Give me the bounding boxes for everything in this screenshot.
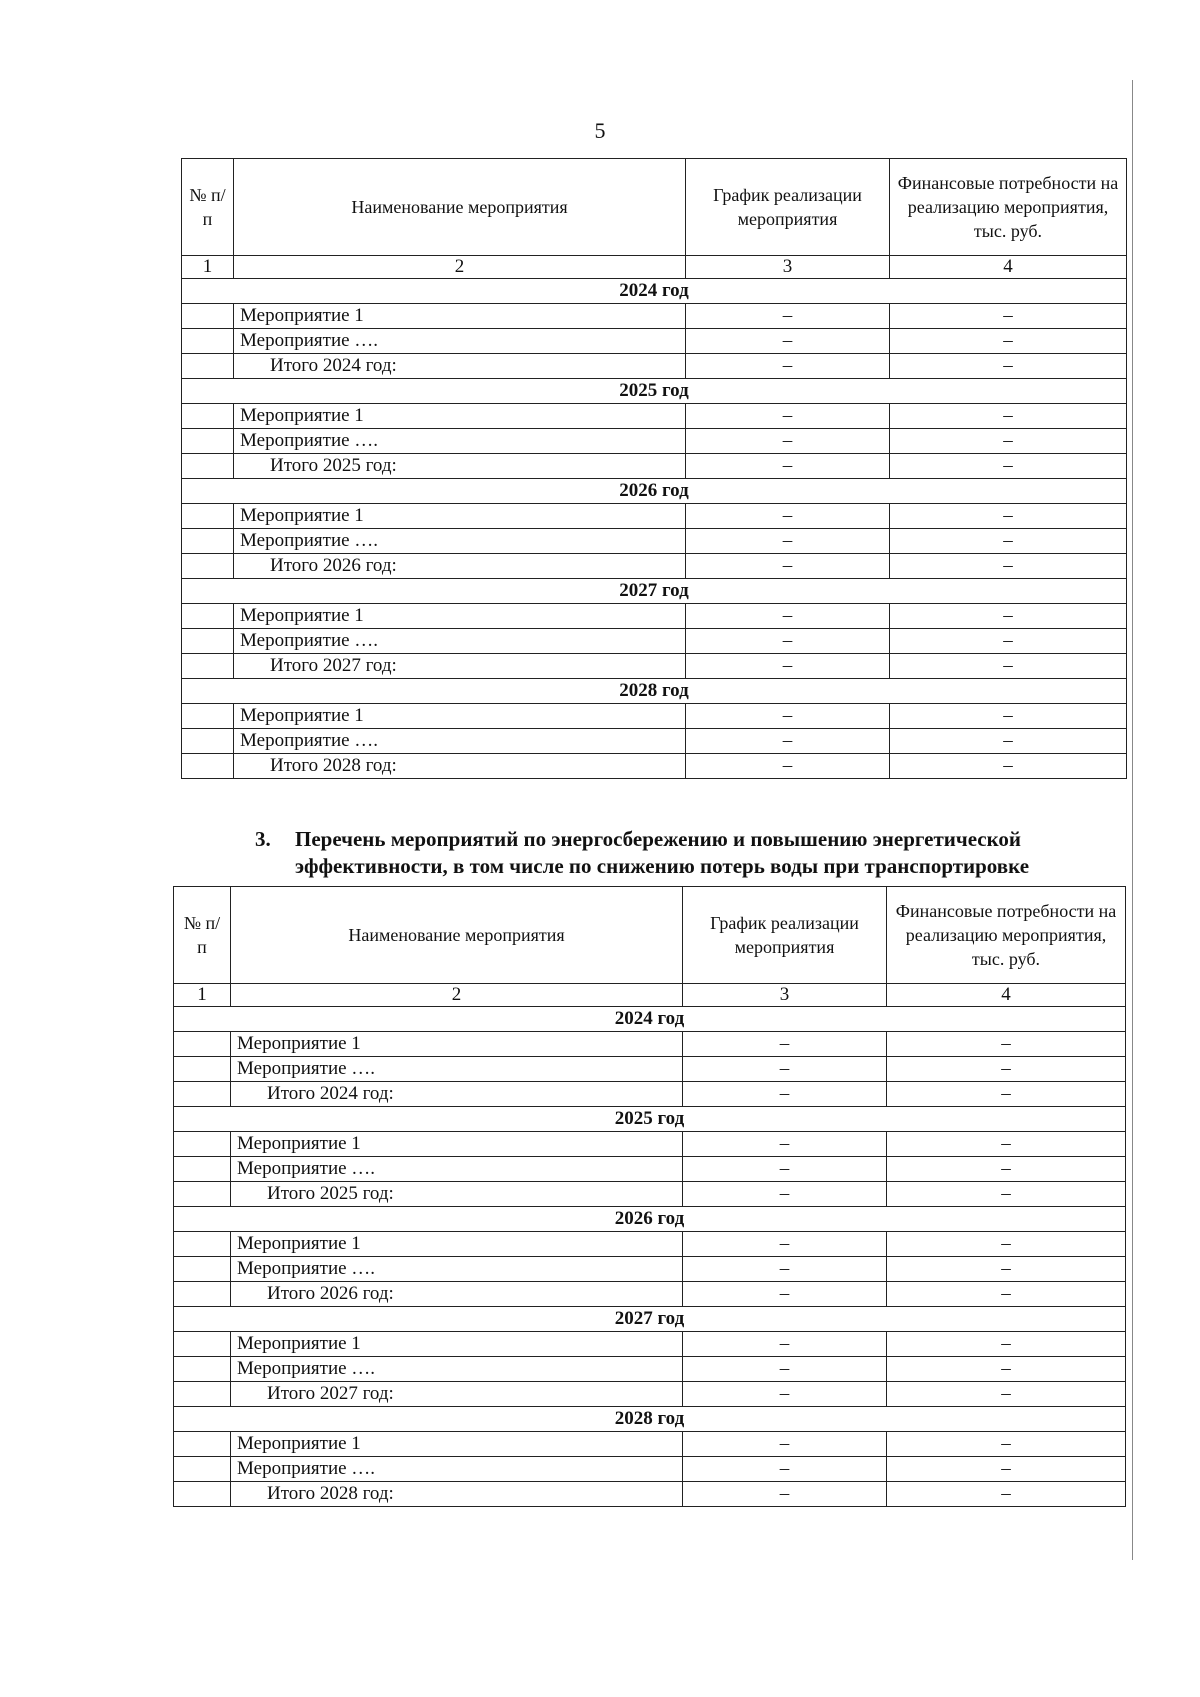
total-finance: – <box>890 654 1127 679</box>
measure-name: Мероприятие …. <box>231 1457 683 1482</box>
measure-schedule: – <box>683 1332 887 1357</box>
total-schedule: – <box>686 554 890 579</box>
measure-name: Мероприятие …. <box>231 1357 683 1382</box>
total-finance: – <box>887 1282 1126 1307</box>
column-header-number: № п/п <box>182 159 234 256</box>
scan-edge-line <box>1132 80 1133 1560</box>
section-title-line-1: Перечень мероприятий по энергосбережению и повышению энергетической <box>295 827 1022 851</box>
column-header-number: № п/п <box>174 887 231 984</box>
column-header-schedule: График реализации мероприятия <box>686 159 890 256</box>
total-finance: – <box>890 354 1127 379</box>
total-label: Итого 2025 год: <box>234 454 686 479</box>
total-finance: – <box>887 1382 1126 1407</box>
measure-finance: – <box>887 1432 1126 1457</box>
measure-name: Мероприятие …. <box>234 529 686 554</box>
row-number-cell <box>174 1232 231 1257</box>
measure-finance: – <box>887 1332 1126 1357</box>
total-row <box>182 454 1127 479</box>
row-number-cell <box>174 1257 231 1282</box>
measure-schedule: – <box>683 1057 887 1082</box>
measure-schedule: – <box>686 604 890 629</box>
measure-schedule: – <box>683 1032 887 1057</box>
measure-name: Мероприятие 1 <box>234 604 686 629</box>
total-row <box>174 1182 1126 1207</box>
measure-finance: – <box>887 1157 1126 1182</box>
measure-name: Мероприятие 1 <box>231 1332 683 1357</box>
total-schedule: – <box>686 454 890 479</box>
table-row <box>174 1357 1126 1382</box>
total-schedule: – <box>686 654 890 679</box>
row-number-cell <box>182 654 234 679</box>
row-number-cell <box>182 429 234 454</box>
year-label: 2027 год <box>174 1307 1126 1332</box>
total-label: Итого 2028 год: <box>234 754 686 779</box>
total-row <box>174 1082 1126 1107</box>
total-finance: – <box>887 1182 1126 1207</box>
year-row <box>174 1107 1126 1132</box>
column-number: 2 <box>234 256 686 279</box>
total-label: Итого 2026 год: <box>234 554 686 579</box>
measure-finance: – <box>890 729 1127 754</box>
row-number-cell <box>174 1182 231 1207</box>
measure-finance: – <box>887 1057 1126 1082</box>
measure-schedule: – <box>683 1357 887 1382</box>
measure-name: Мероприятие …. <box>231 1057 683 1082</box>
measure-schedule: – <box>683 1132 887 1157</box>
row-number-cell <box>182 354 234 379</box>
measure-schedule: – <box>683 1157 887 1182</box>
measure-schedule: – <box>683 1257 887 1282</box>
section-number: 3. <box>255 827 271 851</box>
total-row <box>174 1282 1126 1307</box>
table-row <box>182 429 1127 454</box>
measure-schedule: – <box>686 729 890 754</box>
measure-name: Мероприятие …. <box>231 1157 683 1182</box>
total-schedule: – <box>683 1482 887 1507</box>
measure-finance: – <box>887 1132 1126 1157</box>
column-header-schedule: График реализации мероприятия <box>683 887 887 984</box>
table-row <box>174 1432 1126 1457</box>
table-row <box>182 629 1127 654</box>
total-schedule: – <box>683 1082 887 1107</box>
row-number-cell <box>182 529 234 554</box>
row-number-cell <box>182 629 234 654</box>
measure-finance: – <box>887 1032 1126 1057</box>
table-row <box>182 704 1127 729</box>
row-number-cell <box>174 1432 231 1457</box>
table-row <box>174 1157 1126 1182</box>
measure-finance: – <box>887 1257 1126 1282</box>
year-row <box>182 679 1127 704</box>
measure-name: Мероприятие 1 <box>234 704 686 729</box>
row-number-cell <box>182 604 234 629</box>
measure-finance: – <box>890 504 1127 529</box>
column-header-finance: Финансовые потребности на реализацию мероприятия, тыс. руб. <box>887 887 1126 984</box>
measure-schedule: – <box>683 1457 887 1482</box>
year-label: 2024 год <box>182 279 1127 304</box>
measure-schedule: – <box>686 629 890 654</box>
year-label: 2025 год <box>174 1107 1126 1132</box>
page-number: 5 <box>594 118 606 143</box>
table-row <box>174 1457 1126 1482</box>
year-row <box>182 379 1127 404</box>
total-label: Итого 2027 год: <box>234 654 686 679</box>
total-row <box>174 1482 1126 1507</box>
measure-finance: – <box>890 704 1127 729</box>
measure-schedule: – <box>683 1232 887 1257</box>
total-label: Итого 2024 год: <box>234 354 686 379</box>
column-number: 3 <box>683 984 887 1007</box>
total-row <box>182 554 1127 579</box>
measure-finance: – <box>887 1457 1126 1482</box>
column-number: 4 <box>887 984 1126 1007</box>
measure-finance: – <box>890 329 1127 354</box>
row-number-cell <box>174 1382 231 1407</box>
year-row <box>182 479 1127 504</box>
year-label: 2026 год <box>182 479 1127 504</box>
measure-name: Мероприятие …. <box>231 1257 683 1282</box>
row-number-cell <box>174 1282 231 1307</box>
measure-name: Мероприятие 1 <box>231 1232 683 1257</box>
row-number-cell <box>174 1032 231 1057</box>
row-number-cell <box>182 754 234 779</box>
measure-schedule: – <box>686 304 890 329</box>
measure-schedule: – <box>686 404 890 429</box>
table-row <box>174 1232 1126 1257</box>
column-number-row <box>174 984 1126 1007</box>
table-row <box>174 1032 1126 1057</box>
table-row <box>174 1257 1126 1282</box>
row-number-cell <box>174 1357 231 1382</box>
measure-finance: – <box>890 304 1127 329</box>
total-schedule: – <box>683 1182 887 1207</box>
column-header-finance: Финансовые потребности на реализацию мероприятия, тыс. руб. <box>890 159 1127 256</box>
measure-name: Мероприятие …. <box>234 329 686 354</box>
column-header-name: Наименование мероприятия <box>231 887 683 984</box>
table-header-row <box>182 159 1127 256</box>
row-number-cell <box>182 729 234 754</box>
measure-name: Мероприятие …. <box>234 729 686 754</box>
table-row <box>174 1332 1126 1357</box>
year-row <box>174 1307 1126 1332</box>
row-number-cell <box>174 1057 231 1082</box>
table-row <box>182 529 1127 554</box>
year-label: 2025 год <box>182 379 1127 404</box>
total-finance: – <box>887 1482 1126 1507</box>
year-label: 2027 год <box>182 579 1127 604</box>
table-row <box>182 304 1127 329</box>
column-header-name: Наименование мероприятия <box>234 159 686 256</box>
measure-name: Мероприятие …. <box>234 629 686 654</box>
column-number: 2 <box>231 984 683 1007</box>
total-schedule: – <box>686 354 890 379</box>
column-number: 3 <box>686 256 890 279</box>
year-label: 2028 год <box>174 1407 1126 1432</box>
measure-schedule: – <box>686 429 890 454</box>
row-number-cell <box>174 1132 231 1157</box>
year-label: 2024 год <box>174 1007 1126 1032</box>
year-label: 2026 год <box>174 1207 1126 1232</box>
measure-finance: – <box>890 404 1127 429</box>
row-number-cell <box>174 1082 231 1107</box>
year-row <box>182 579 1127 604</box>
table-row <box>182 504 1127 529</box>
measure-schedule: – <box>686 329 890 354</box>
measure-name: Мероприятие 1 <box>234 304 686 329</box>
row-number-cell <box>174 1482 231 1507</box>
table-row <box>182 729 1127 754</box>
total-finance: – <box>890 754 1127 779</box>
measure-name: Мероприятие 1 <box>231 1432 683 1457</box>
row-number-cell <box>182 454 234 479</box>
total-finance: – <box>890 554 1127 579</box>
measure-name: Мероприятие 1 <box>234 504 686 529</box>
year-row <box>174 1007 1126 1032</box>
table-row <box>182 404 1127 429</box>
row-number-cell <box>182 304 234 329</box>
total-schedule: – <box>683 1282 887 1307</box>
table-row <box>174 1057 1126 1082</box>
measure-name: Мероприятие 1 <box>231 1032 683 1057</box>
measure-finance: – <box>890 429 1127 454</box>
measure-schedule: – <box>686 529 890 554</box>
total-row <box>174 1382 1126 1407</box>
measure-name: Мероприятие …. <box>234 429 686 454</box>
measure-schedule: – <box>686 704 890 729</box>
total-schedule: – <box>686 754 890 779</box>
measure-finance: – <box>890 529 1127 554</box>
table-row <box>182 329 1127 354</box>
year-row <box>174 1207 1126 1232</box>
column-number: 1 <box>182 256 234 279</box>
total-label: Итого 2028 год: <box>231 1482 683 1507</box>
total-finance: – <box>887 1082 1126 1107</box>
total-schedule: – <box>683 1382 887 1407</box>
year-row <box>174 1407 1126 1432</box>
column-number-row <box>182 256 1127 279</box>
total-label: Итого 2027 год: <box>231 1382 683 1407</box>
row-number-cell <box>174 1157 231 1182</box>
measure-finance: – <box>890 629 1127 654</box>
measure-finance: – <box>890 604 1127 629</box>
total-row <box>182 754 1127 779</box>
row-number-cell <box>182 504 234 529</box>
row-number-cell <box>174 1332 231 1357</box>
year-row <box>182 279 1127 304</box>
total-row <box>182 354 1127 379</box>
column-number: 1 <box>174 984 231 1007</box>
row-number-cell <box>174 1457 231 1482</box>
row-number-cell <box>182 704 234 729</box>
table-header-row <box>174 887 1126 984</box>
total-row <box>182 654 1127 679</box>
measure-finance: – <box>887 1232 1126 1257</box>
measures-table-top <box>181 158 1127 779</box>
row-number-cell <box>182 554 234 579</box>
measure-finance: – <box>887 1357 1126 1382</box>
measure-name: Мероприятие 1 <box>231 1132 683 1157</box>
total-label: Итого 2024 год: <box>231 1082 683 1107</box>
total-finance: – <box>890 454 1127 479</box>
measure-schedule: – <box>686 504 890 529</box>
total-label: Итого 2025 год: <box>231 1182 683 1207</box>
measure-name: Мероприятие 1 <box>234 404 686 429</box>
total-label: Итого 2026 год: <box>231 1282 683 1307</box>
row-number-cell <box>182 404 234 429</box>
row-number-cell <box>182 329 234 354</box>
table-row <box>182 604 1127 629</box>
section-title-line-2: эффективности, в том числе по снижению потерь воды при транспортировке <box>295 854 1030 878</box>
table-row <box>174 1132 1126 1157</box>
measure-schedule: – <box>683 1432 887 1457</box>
section-3-heading <box>255 826 1135 880</box>
measures-table-bottom <box>173 886 1126 1507</box>
column-number: 4 <box>890 256 1127 279</box>
year-label: 2028 год <box>182 679 1127 704</box>
